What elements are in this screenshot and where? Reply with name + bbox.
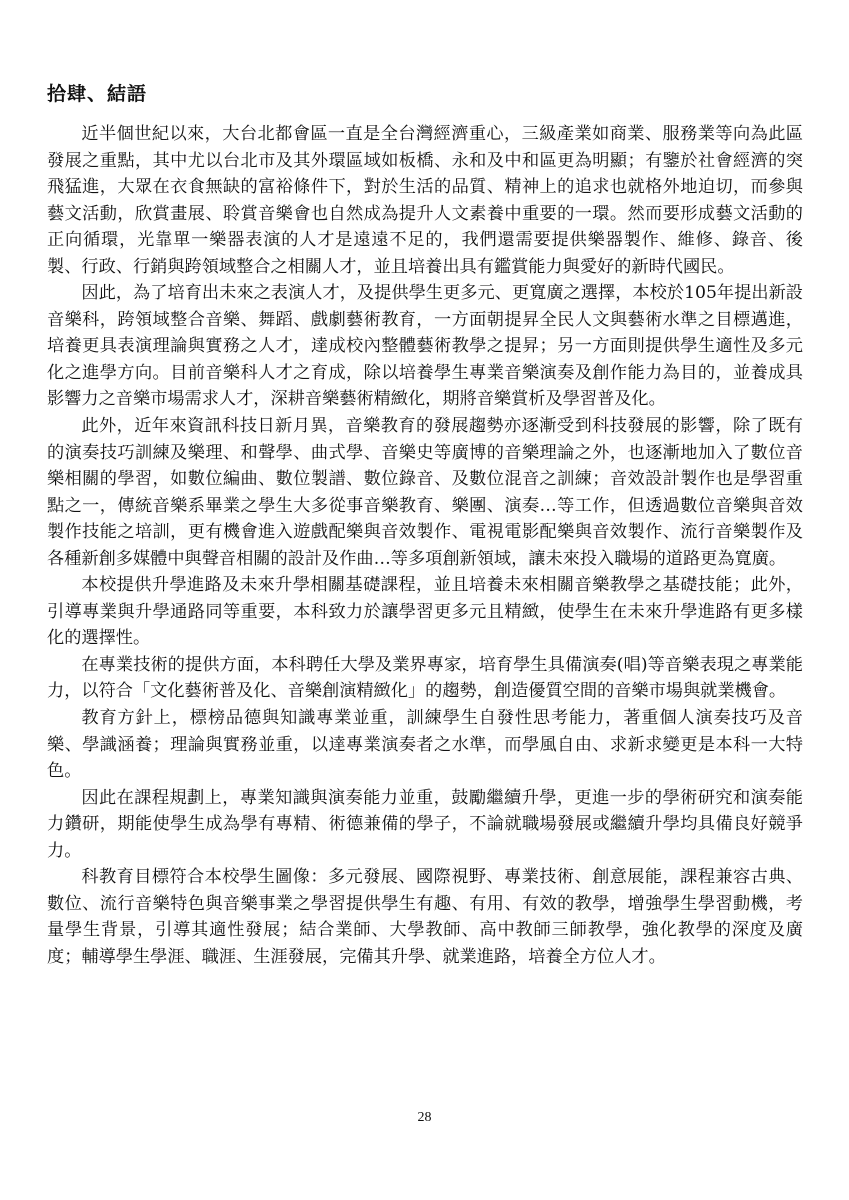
body-text [47, 121, 803, 971]
paragraph-2: 因此，為了培育出未來之表演人才，及提供學生更多元、更寬廣之選擇，本校於105年提出新設音樂科，跨領域整合音樂、舞蹈、戲劇藝術教育，一方面朝提昇全民人文與藝術水準之目標邁進，培養更具表演理論與實務之人才，達成校內整體藝術教學之提昇；另一方面則提供學生適性及多元化之進學方向。目前音樂科人才之育成，除以培養學生專業音樂演奏及創作能力為目的，並養成具影響力之音樂市場需求人才，深耕音樂藝術精緻化，期將音樂賞析及學習普及化。 [47, 283, 803, 410]
paragraph-1: 近半個世紀以來，大台北都會區一直是全台灣經濟重心，三級產業如商業、服務業等向為此區發展之重點，其中尤以台北市及其外環區域如板橋、永和及中和區更為明顯；有鑒於社會經濟的突飛猛進，大眾在衣食無缺的富裕條件下，對於生活的品質、精神上的追求也就格外地迫切，而參與藝文活動，欣賞畫展、聆賞音樂會也自然成為提升人文素養中重要的一環。然而要形成藝文活動的正向循環，光靠單一樂器表演的人才是遠遠不足的，我們還需要提供樂器製作、維修、錄音、後製、行政、行銷與跨領域整合之相關人才，並且培養出具有鑑賞能力與愛好的新時代國民。 [47, 124, 803, 277]
section-title: 拾肆、結語 [47, 83, 148, 105]
paragraph-8: 科教育目標符合本校學生圖像：多元發展、國際視野、專業技術、創意展能，課程兼容古典、數位、流行音樂特色與音樂事業之學習提供學生有趣、有用、有效的教學，增強學生學習動機，考量學生背景，引導其適性發展；結合業師、大學教師、高中教師三師教學，強化教學的深度及廣度；輔導學生學涯、職涯、生涯發展，完備其升學、就業進路，培養全方位人才。 [47, 867, 803, 967]
paragraph-6: 教育方針上，標榜品德與知識專業並重，訓練學生自發性思考能力，著重個人演奏技巧及音樂、學識涵養；理論與實務並重，以達專業演奏者之水準，而學風自由、求新求變更是本科一大特色。 [47, 708, 803, 782]
paragraph-3: 此外，近年來資訊科技日新月異，音樂教育的發展趨勢亦逐漸受到科技發展的影響，除了既有的演奏技巧訓練及樂理、和聲學、曲式學、音樂史等廣博的音樂理論之外，也逐漸地加入了數位音樂相關的學習，如數位編曲、數位製譜、數位錄音、及數位混音之訓練；音效設計製作也是學習重點之一，傳統音樂系畢業之學生大多從事音樂教育、樂團、演奏…等工作，但透過數位音樂與音效製作技能之培訓，更有機會進入遊戲配樂與音效製作、電視電影配樂與音效製作、流行音樂製作及各種新創多媒體中與聲音相關的設計及作曲…等多項創新領域，讓未來投入職場的道路更為寬廣。 [47, 416, 803, 569]
page-number: 28 [417, 1110, 432, 1125]
paragraph-5: 在專業技術的提供方面，本科聘任大學及業界專家，培育學生具備演奏(唱)等音樂表現之專業能力，以符合「文化藝術普及化、音樂創演精緻化」的趨勢，創造優質空間的音樂市場與就業機會。 [47, 654, 803, 702]
paragraph-7: 因此在課程規劃上，專業知識與演奏能力並重，鼓勵繼續升學，更進一步的學術研究和演奏能力鑽研，期能使學生成為學有專精、術德兼備的學子，不論就職場發展或繼續升學均具備良好競爭力。 [47, 787, 803, 861]
paragraph-4: 本校提供升學進路及未來升學相關基礎課程，並且培養未來相關音樂教學之基礎技能；此外，引導專業與升學通路同等重要，本科致力於讓學習更多元且精緻，使學生在未來升學進路有更多樣化的選擇性。 [47, 575, 803, 649]
